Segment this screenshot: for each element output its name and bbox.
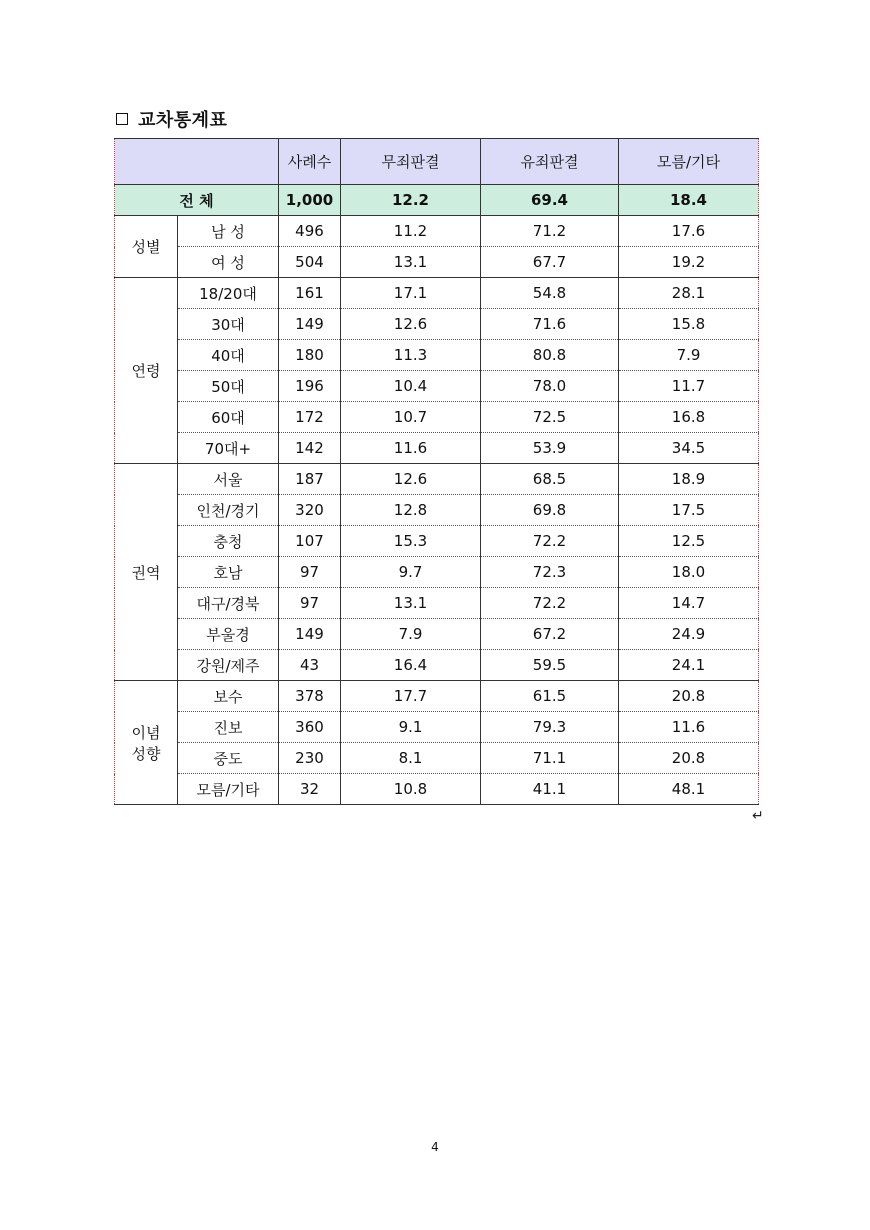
table-cell: 61.5	[481, 681, 619, 712]
table-cell: 43	[279, 650, 341, 681]
table-cell: 10.8	[341, 774, 481, 805]
table-cell: 17.5	[619, 495, 759, 526]
table-row	[115, 216, 759, 247]
table-cell: 13.1	[341, 247, 481, 278]
table-cell: 196	[279, 371, 341, 402]
row-label: 서울	[178, 464, 279, 495]
row-label: 강원/제주	[178, 650, 279, 681]
table-cell: 161	[279, 278, 341, 309]
header-not-guilty: 무죄판결	[341, 139, 481, 185]
table-cell: 142	[279, 433, 341, 464]
table-cell: 24.1	[619, 650, 759, 681]
table-cell: 17.6	[619, 216, 759, 247]
table-cell: 11.6	[619, 712, 759, 743]
table-cell: 16.8	[619, 402, 759, 433]
table-cell: 149	[279, 619, 341, 650]
table-row	[115, 433, 759, 464]
table-cell: 12.6	[341, 309, 481, 340]
table-cell: 12.5	[619, 526, 759, 557]
row-label: 진보	[178, 712, 279, 743]
row-label: 18/20대	[178, 278, 279, 309]
table-cell: 18.0	[619, 557, 759, 588]
table-cell: 97	[279, 588, 341, 619]
table-cell: 54.8	[481, 278, 619, 309]
header-corner	[115, 139, 279, 185]
table-cell: 10.7	[341, 402, 481, 433]
table-cell: 20.8	[619, 681, 759, 712]
table-cell: 67.2	[481, 619, 619, 650]
header-row	[115, 139, 759, 185]
table-row	[115, 278, 759, 309]
row-label: 60대	[178, 402, 279, 433]
table-row	[115, 588, 759, 619]
table-cell: 172	[279, 402, 341, 433]
table-cell: 496	[279, 216, 341, 247]
row-label: 30대	[178, 309, 279, 340]
table-cell: 10.4	[341, 371, 481, 402]
table-cell: 17.7	[341, 681, 481, 712]
row-label: 부울경	[178, 619, 279, 650]
table-cell: 7.9	[619, 340, 759, 371]
total-count: 1,000	[279, 185, 341, 216]
row-label: 인천/경기	[178, 495, 279, 526]
group-label: 성별	[115, 216, 178, 278]
table-cell: 48.1	[619, 774, 759, 805]
table-cell: 11.7	[619, 371, 759, 402]
table-cell: 53.9	[481, 433, 619, 464]
table-row	[115, 526, 759, 557]
table-cell: 16.4	[341, 650, 481, 681]
row-label: 대구/경북	[178, 588, 279, 619]
table-row	[115, 681, 759, 712]
table-cell: 11.2	[341, 216, 481, 247]
table-cell: 149	[279, 309, 341, 340]
table-cell: 71.2	[481, 216, 619, 247]
table-cell: 378	[279, 681, 341, 712]
table-cell: 14.7	[619, 588, 759, 619]
section-title-text: 교차통계표	[138, 110, 228, 131]
table-cell: 9.1	[341, 712, 481, 743]
table-cell: 24.9	[619, 619, 759, 650]
table-cell: 80.8	[481, 340, 619, 371]
page-number: 4	[431, 1140, 439, 1154]
table-cell: 72.3	[481, 557, 619, 588]
table-cell: 97	[279, 557, 341, 588]
table-cell: 15.8	[619, 309, 759, 340]
table-cell: 180	[279, 340, 341, 371]
table-cell: 67.7	[481, 247, 619, 278]
table-row	[115, 402, 759, 433]
header-unknown: 모름/기타	[619, 139, 759, 185]
table-cell: 320	[279, 495, 341, 526]
table-cell: 360	[279, 712, 341, 743]
group-label: 권역	[115, 464, 178, 681]
crosstab-table	[114, 138, 759, 805]
section-title	[116, 106, 227, 132]
table-cell: 20.8	[619, 743, 759, 774]
table-cell: 12.8	[341, 495, 481, 526]
table-cell: 19.2	[619, 247, 759, 278]
table-cell: 504	[279, 247, 341, 278]
total-row	[115, 185, 759, 216]
row-label: 40대	[178, 340, 279, 371]
table-row	[115, 371, 759, 402]
table-cell: 59.5	[481, 650, 619, 681]
table-cell: 72.2	[481, 588, 619, 619]
table-cell: 18.9	[619, 464, 759, 495]
table-row	[115, 712, 759, 743]
row-label: 여 성	[178, 247, 279, 278]
table-cell: 11.3	[341, 340, 481, 371]
table-cell: 41.1	[481, 774, 619, 805]
row-label: 보수	[178, 681, 279, 712]
table-cell: 230	[279, 743, 341, 774]
table-row	[115, 619, 759, 650]
table-cell: 11.6	[341, 433, 481, 464]
table-cell: 13.1	[341, 588, 481, 619]
table-cell: 32	[279, 774, 341, 805]
table-cell: 28.1	[619, 278, 759, 309]
table-row	[115, 247, 759, 278]
row-label: 충청	[178, 526, 279, 557]
table-row	[115, 650, 759, 681]
table-cell: 78.0	[481, 371, 619, 402]
table-row	[115, 464, 759, 495]
table-cell: 187	[279, 464, 341, 495]
table-cell: 17.1	[341, 278, 481, 309]
row-label: 중도	[178, 743, 279, 774]
table-row	[115, 557, 759, 588]
table-cell: 107	[279, 526, 341, 557]
row-label: 남 성	[178, 216, 279, 247]
table-cell: 9.7	[341, 557, 481, 588]
group-label: 연령	[115, 278, 178, 464]
table-cell: 72.2	[481, 526, 619, 557]
table-cell: 68.5	[481, 464, 619, 495]
table-row	[115, 340, 759, 371]
table-cell: 34.5	[619, 433, 759, 464]
return-arrow-icon: ↵	[752, 808, 764, 824]
row-label: 50대	[178, 371, 279, 402]
table-row	[115, 774, 759, 805]
table-cell: 8.1	[341, 743, 481, 774]
row-label: 호남	[178, 557, 279, 588]
table-cell: 69.8	[481, 495, 619, 526]
total-label: 전 체	[115, 185, 279, 216]
total-guilty: 69.4	[481, 185, 619, 216]
header-guilty: 유죄판결	[481, 139, 619, 185]
row-label: 70대+	[178, 433, 279, 464]
table-cell: 71.6	[481, 309, 619, 340]
header-count: 사례수	[279, 139, 341, 185]
group-label: 이념 성향	[115, 681, 178, 805]
row-label: 모름/기타	[178, 774, 279, 805]
table-row	[115, 495, 759, 526]
total-unknown: 18.4	[619, 185, 759, 216]
table-cell: 71.1	[481, 743, 619, 774]
table-cell: 7.9	[341, 619, 481, 650]
table-cell: 12.6	[341, 464, 481, 495]
total-not-guilty: 12.2	[341, 185, 481, 216]
table-row	[115, 309, 759, 340]
table-cell: 15.3	[341, 526, 481, 557]
table-cell: 72.5	[481, 402, 619, 433]
checkbox-square-icon	[116, 113, 128, 125]
table-cell: 79.3	[481, 712, 619, 743]
table-row	[115, 743, 759, 774]
